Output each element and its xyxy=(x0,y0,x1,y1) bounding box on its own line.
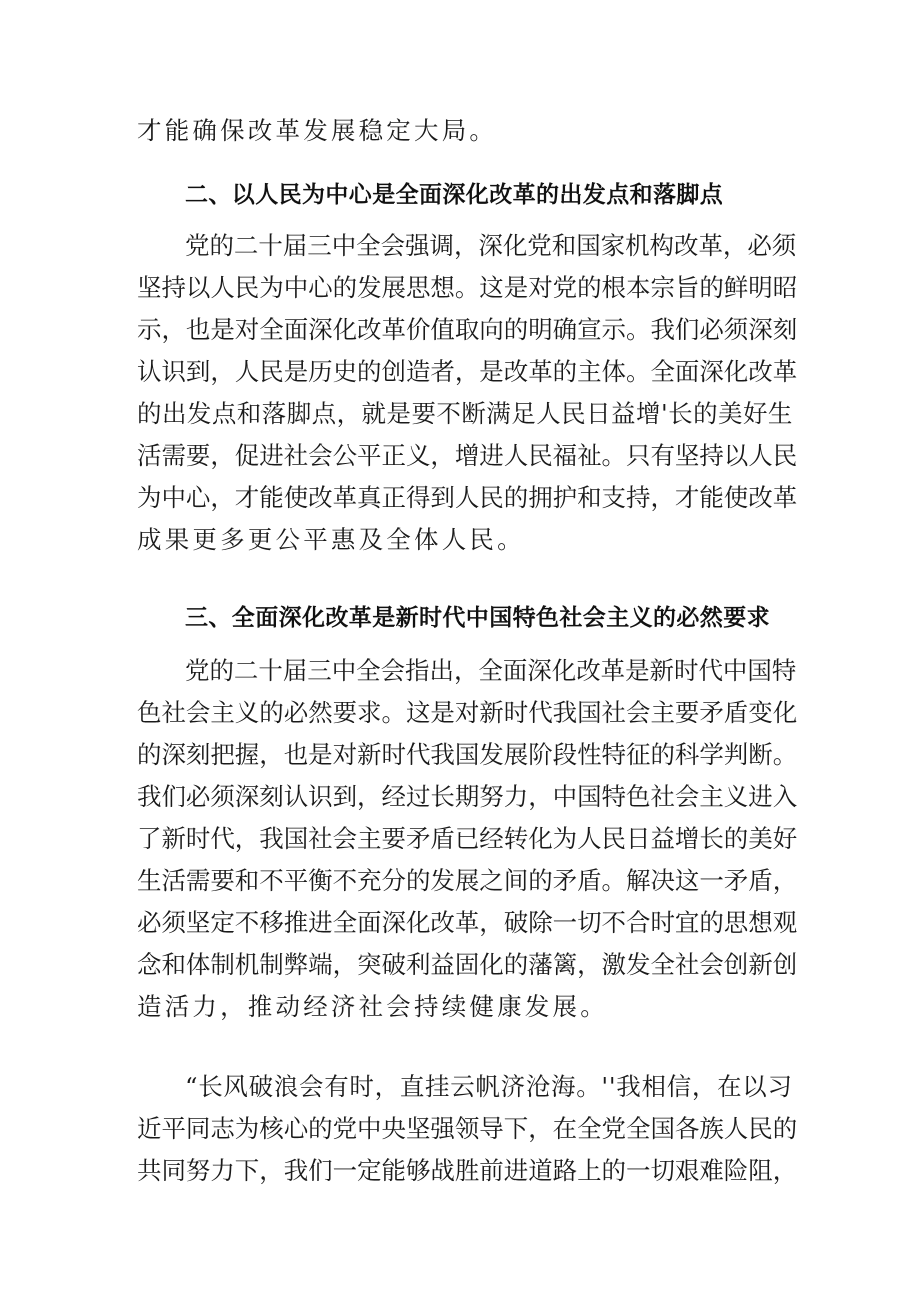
paragraph-line: 近平同志为核心的党中央坚强领导下，在全党全国各族人民的 xyxy=(137,1114,798,1143)
paragraph-line: 坚持以人民为中心的发展思想。这是对党的根本宗旨的鲜明昭 xyxy=(137,273,798,302)
section3-heading: 三、全面深化改革是新时代中国特色社会主义的必然要求 xyxy=(185,605,770,631)
paragraph-line: 的出发点和落脚点，就是要不断满足人民日益增'长的美好生 xyxy=(137,399,793,428)
paragraph-line: 成果更多更公平惠及全体人民。 xyxy=(137,525,525,554)
paragraph-line: “长风破浪会有时，直挂云帆济沧海。''我相信，在以习 xyxy=(185,1072,793,1101)
section2-heading: 二、以人民为中心是全面深化改革的出发点和落脚点 xyxy=(185,182,724,208)
paragraph-line: 色社会主义的必然要求。这是对新时代我国社会主要矛盾变化 xyxy=(137,698,798,727)
paragraph-line: 必须坚定不移推进全面深化改革，破除一切不合时宜的思想观 xyxy=(137,908,798,937)
paragraph-line: 认识到，人民是历史的创造者，是改革的主体。全面深化改革 xyxy=(137,357,798,386)
paragraph-line: 活需要，促进社会公平正义，增进人民福祉。只有坚持以人民 xyxy=(137,441,798,470)
paragraph-line: 共同努力下，我们一定能够战胜前进道路上的一切艰难险阻， xyxy=(137,1156,798,1185)
paragraph-line: 党的二十届三中全会指出，全面深化改革是新时代中国特 xyxy=(185,656,797,685)
paragraph-line: 造活力，推动经济社会持续健康发展。 xyxy=(137,992,608,1021)
intro-tail-line: 才能确保改革发展稳定大局。 xyxy=(137,116,498,145)
paragraph-line: 为中心，才能使改革真正得到人民的拥护和支持，才能使改革 xyxy=(137,483,798,512)
paragraph-line: 示，也是对全面深化改革价值取向的明确宣示。我们必须深刻 xyxy=(137,315,798,344)
paragraph-line: 了新时代，我国社会主要矛盾已经转化为人民日益增长的美好 xyxy=(137,824,798,853)
paragraph-line: 党的二十届三中全会强调，深化党和国家机构改革，必须 xyxy=(185,231,797,260)
paragraph-line: 我们必须深刻认识到，经过长期努力，中国特色社会主义进入 xyxy=(137,782,798,811)
paragraph-line: 念和体制机制弊端，突破利益固化的藩篱，激发全社会创新创 xyxy=(137,950,798,979)
paragraph-line: 的深刻把握，也是对新时代我国发展阶段性特征的科学判断。 xyxy=(137,740,798,769)
paragraph-line: 生活需要和不平衡不充分的发展之间的矛盾。解决这一矛盾， xyxy=(137,866,798,895)
